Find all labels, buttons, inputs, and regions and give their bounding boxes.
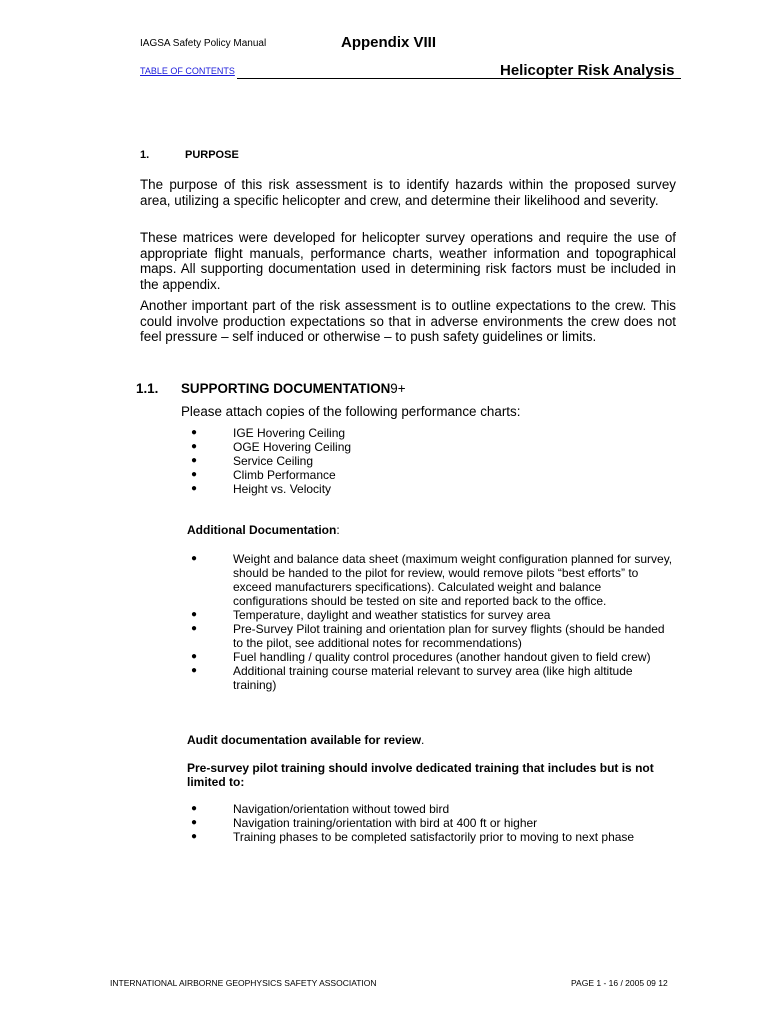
table-of-contents-link[interactable]: TABLE OF CONTENTS <box>140 66 235 76</box>
bullet-icon: ● <box>191 665 198 676</box>
list-item-text: Height vs. Velocity <box>233 482 332 496</box>
appendix-label: Appendix VIII <box>341 34 437 51</box>
list-item <box>186 468 676 482</box>
list-item-text: Weight and balance data sheet (maximum weight configuration planned for survey, should be handed to the pilot for review, would remove pilots “best efforts” to exceed manufacturers specifications). Calculated weight and balance configurations should be tested on site and reported back to the office. <box>233 552 673 608</box>
additional-documentation-list <box>186 552 676 692</box>
additional-documentation-heading <box>187 523 677 537</box>
charts-intro: Please attach copies of the following performance charts: <box>181 404 521 419</box>
bullet-icon: ● <box>191 427 198 438</box>
purpose-paragraph-2: These matrices were developed for helicopter survey operations and require the use of appropriate flight manuals, performance charts, weather information and topographical maps. All supporting documentation used in determining risk factors must be included in the appendix. <box>140 230 676 292</box>
training-heading: Pre-survey pilot training should involve dedicated training that includes but is not limited to: <box>187 761 654 789</box>
list-item <box>186 816 676 830</box>
list-item <box>186 650 676 664</box>
subsection-title <box>181 381 406 396</box>
bullet-icon: ● <box>191 817 198 828</box>
list-item <box>186 426 676 440</box>
list-item-text: Fuel handling / quality control procedures (another handout given to field crew) <box>233 650 651 664</box>
subsection-number: 1.1. <box>136 381 159 396</box>
purpose-paragraph-3: Another important part of the risk assessment is to outline expectations to the crew. This could involve production expectations so that in adverse environments the crew does not feel pressure – self induced or otherwise – to push safety guidelines or limits. <box>140 298 676 344</box>
purpose-paragraph-1: The purpose of this risk assessment is to identify hazards within the proposed survey area, utilizing a specific helicopter and crew, and determine their likelihood and severity. <box>140 177 676 208</box>
list-item <box>186 608 676 622</box>
bullet-icon: ● <box>191 553 198 564</box>
subsection-title-suffix: 9+ <box>390 381 406 396</box>
list-item <box>186 552 676 608</box>
audit-period: . <box>421 733 425 747</box>
bullet-icon: ● <box>191 483 198 494</box>
footer-organization: INTERNATIONAL AIRBORNE GEOPHYSICS SAFETY ASSOCIATION <box>110 978 377 988</box>
list-item-text: Service Ceiling <box>233 454 314 468</box>
list-item <box>186 830 676 844</box>
additional-heading-text: Additional Documentation <box>187 523 337 537</box>
additional-heading-colon: : <box>336 523 340 537</box>
bullet-icon: ● <box>191 803 198 814</box>
list-item <box>186 482 676 496</box>
list-item-text: Pre-Survey Pilot training and orientation plan for survey flights (should be handed to the pilot, see additional notes for recommendations) <box>233 622 665 650</box>
list-item-text: Climb Performance <box>233 468 336 482</box>
bullet-icon: ● <box>191 441 198 452</box>
list-item-text: Navigation/orientation without towed bird <box>233 802 450 816</box>
list-item-text: Temperature, daylight and weather statistics for survey area <box>233 608 551 622</box>
list-item <box>186 454 676 468</box>
section-number: 1. <box>140 149 150 161</box>
bullet-icon: ● <box>191 651 198 662</box>
footer-page-info: PAGE 1 - 16 / 2005 09 12 <box>571 978 668 988</box>
list-item <box>186 622 676 650</box>
list-item-text: Navigation training/orientation with bird at 400 ft or higher <box>233 816 538 830</box>
list-item <box>186 802 676 816</box>
list-item-text: Additional training course material relevant to survey area (like high altitude training) <box>233 664 633 692</box>
manual-name: IAGSA Safety Policy Manual <box>140 38 267 49</box>
bullet-icon: ● <box>191 623 198 634</box>
section-title: PURPOSE <box>185 149 239 161</box>
audit-documentation-note <box>187 733 677 747</box>
performance-charts-list <box>186 426 676 496</box>
bullet-icon: ● <box>191 609 198 620</box>
bullet-icon: ● <box>191 469 198 480</box>
list-item-text: OGE Hovering Ceiling <box>233 440 352 454</box>
bullet-icon: ● <box>191 831 198 842</box>
list-item <box>186 440 676 454</box>
audit-text: Audit documentation available for review <box>187 733 422 747</box>
list-item <box>186 664 676 692</box>
document-title: Helicopter Risk Analysis <box>500 62 675 79</box>
training-list <box>186 802 676 844</box>
subsection-title-text: SUPPORTING DOCUMENTATION <box>181 381 391 396</box>
bullet-icon: ● <box>191 455 198 466</box>
list-item-text: Training phases to be completed satisfactorily prior to moving to next phase <box>233 830 635 844</box>
list-item-text: IGE Hovering Ceiling <box>233 426 346 440</box>
